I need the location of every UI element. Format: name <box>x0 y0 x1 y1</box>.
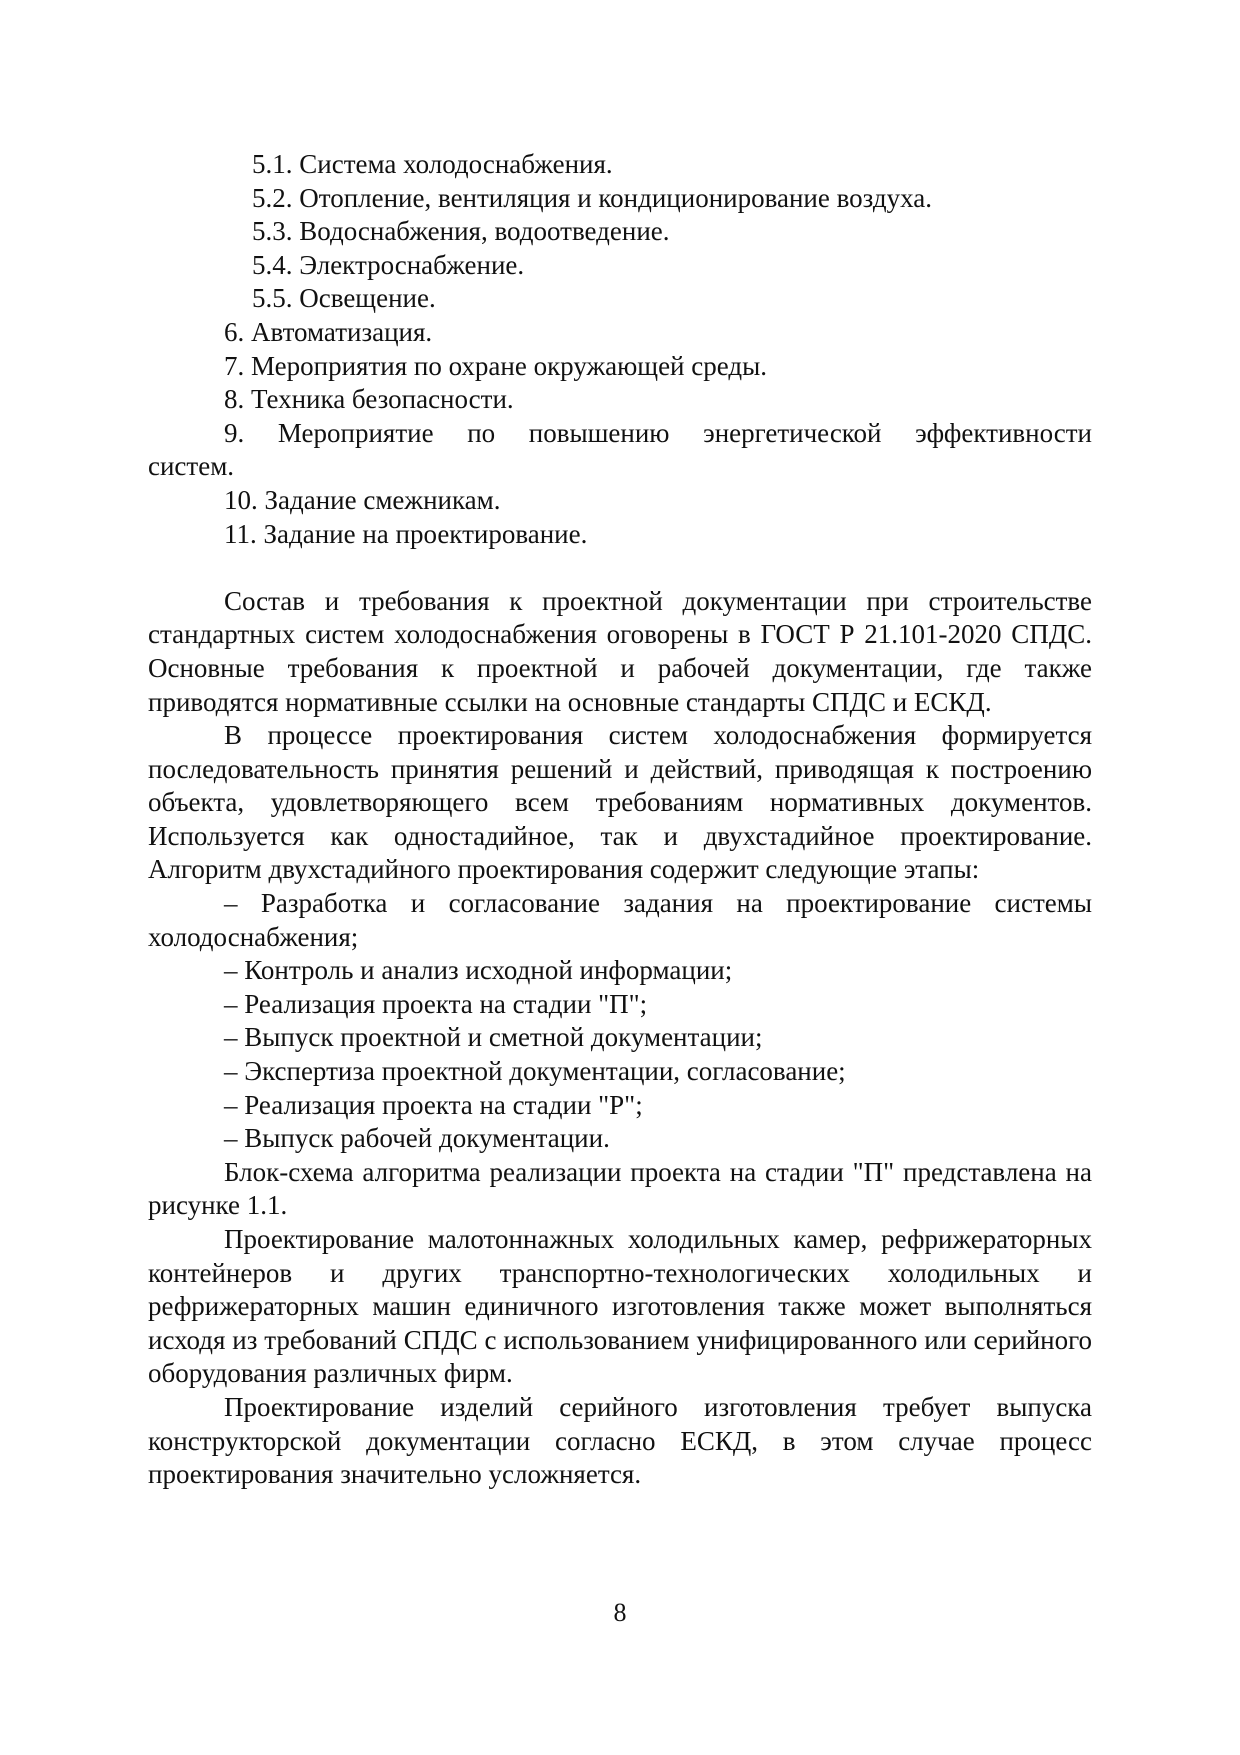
list-item-5-2: 5.2. Отопление, вентиляция и кондиционирование воздуха. <box>252 182 932 213</box>
list-item-5-4: 5.4. Электроснабжение. <box>252 249 525 280</box>
stage-item-2: – Контроль и анализ исходной информации; <box>224 955 733 986</box>
list-item-9-line1: 9. Мероприятие по повышению энергетической эффективности <box>224 417 1092 448</box>
list-item-5-3: 5.3. Водоснабжения, водоотведение. <box>252 216 670 247</box>
list-item-10: 10. Задание смежникам. <box>224 484 501 515</box>
stage-item-6: – Реализация проекта на стадии "Р"; <box>224 1089 643 1120</box>
stage-item-5: – Экспертиза проектной документации, согласование; <box>224 1056 846 1087</box>
list-item-6: 6. Автоматизация. <box>224 316 433 347</box>
stage-item-7: – Выпуск рабочей документации. <box>224 1123 610 1154</box>
list-item-5-5: 5.5. Освещение. <box>252 283 436 314</box>
paragraph-serial-products: Проектирование изделий серийного изготовления требует выпуска конструкторской документации согласно ЕСКД, в этом случае процесс проектирования значительно усложняется. <box>148 1391 1092 1490</box>
list-item-7: 7. Мероприятия по охране окружающей среды. <box>224 350 767 381</box>
page-number: 8 <box>613 1598 627 1627</box>
list-item-9-line2: систем. <box>148 451 235 482</box>
paragraph-gap <box>148 551 1092 585</box>
paragraph-gost: Состав и требования к проектной документации при строительстве стандартных систем холодоснабжения оговорены в ГОСТ Р 21.101-2020 СПДС. Основные требования к проектной и рабочей документации, где также приводятся нормативные ссылки на основные стандарты СПДС и ЕСКД. <box>148 585 1092 717</box>
list-item-5-1: 5.1. Система холодоснабжения. <box>252 149 613 179</box>
document-page <box>148 148 1092 1492</box>
stage-item-3: – Реализация проекта на стадии "П"; <box>224 988 648 1019</box>
list-item-8: 8. Техника безопасности. <box>224 384 514 415</box>
stage-item-4: – Выпуск проектной и сметной документации; <box>224 1022 763 1053</box>
list-item-11: 11. Задание на проектирование. <box>224 518 588 549</box>
stage-item-1: – Разработка и согласование задания на проектирование системы холодоснабжения; <box>148 888 1092 952</box>
paragraph-small-chambers: Проектирование малотоннажных холодильных камер, рефрижераторных контейнеров и других транспортно-технологических холодильных и рефрижераторных машин единичного изготовления также может выполняться исходя из требований СПДС с использованием унифицированного или серийного оборудования различных фирм. <box>148 1224 1092 1389</box>
paragraph-design-process: В процессе проектирования систем холодоснабжения формируется последовательность принятия решений и действий, приводящая к построению объекта, удовлетворяющего всем требованиям нормативных документов. Используется как одностадийное, так и двухстадийное проектирование. Алгоритм двухстадийного проектирования содержит следующие этапы: <box>148 720 1092 885</box>
paragraph-block-diagram: Блок-схема алгоритма реализации проекта на стадии "П" представлена на рисунке 1.1. <box>148 1156 1092 1221</box>
